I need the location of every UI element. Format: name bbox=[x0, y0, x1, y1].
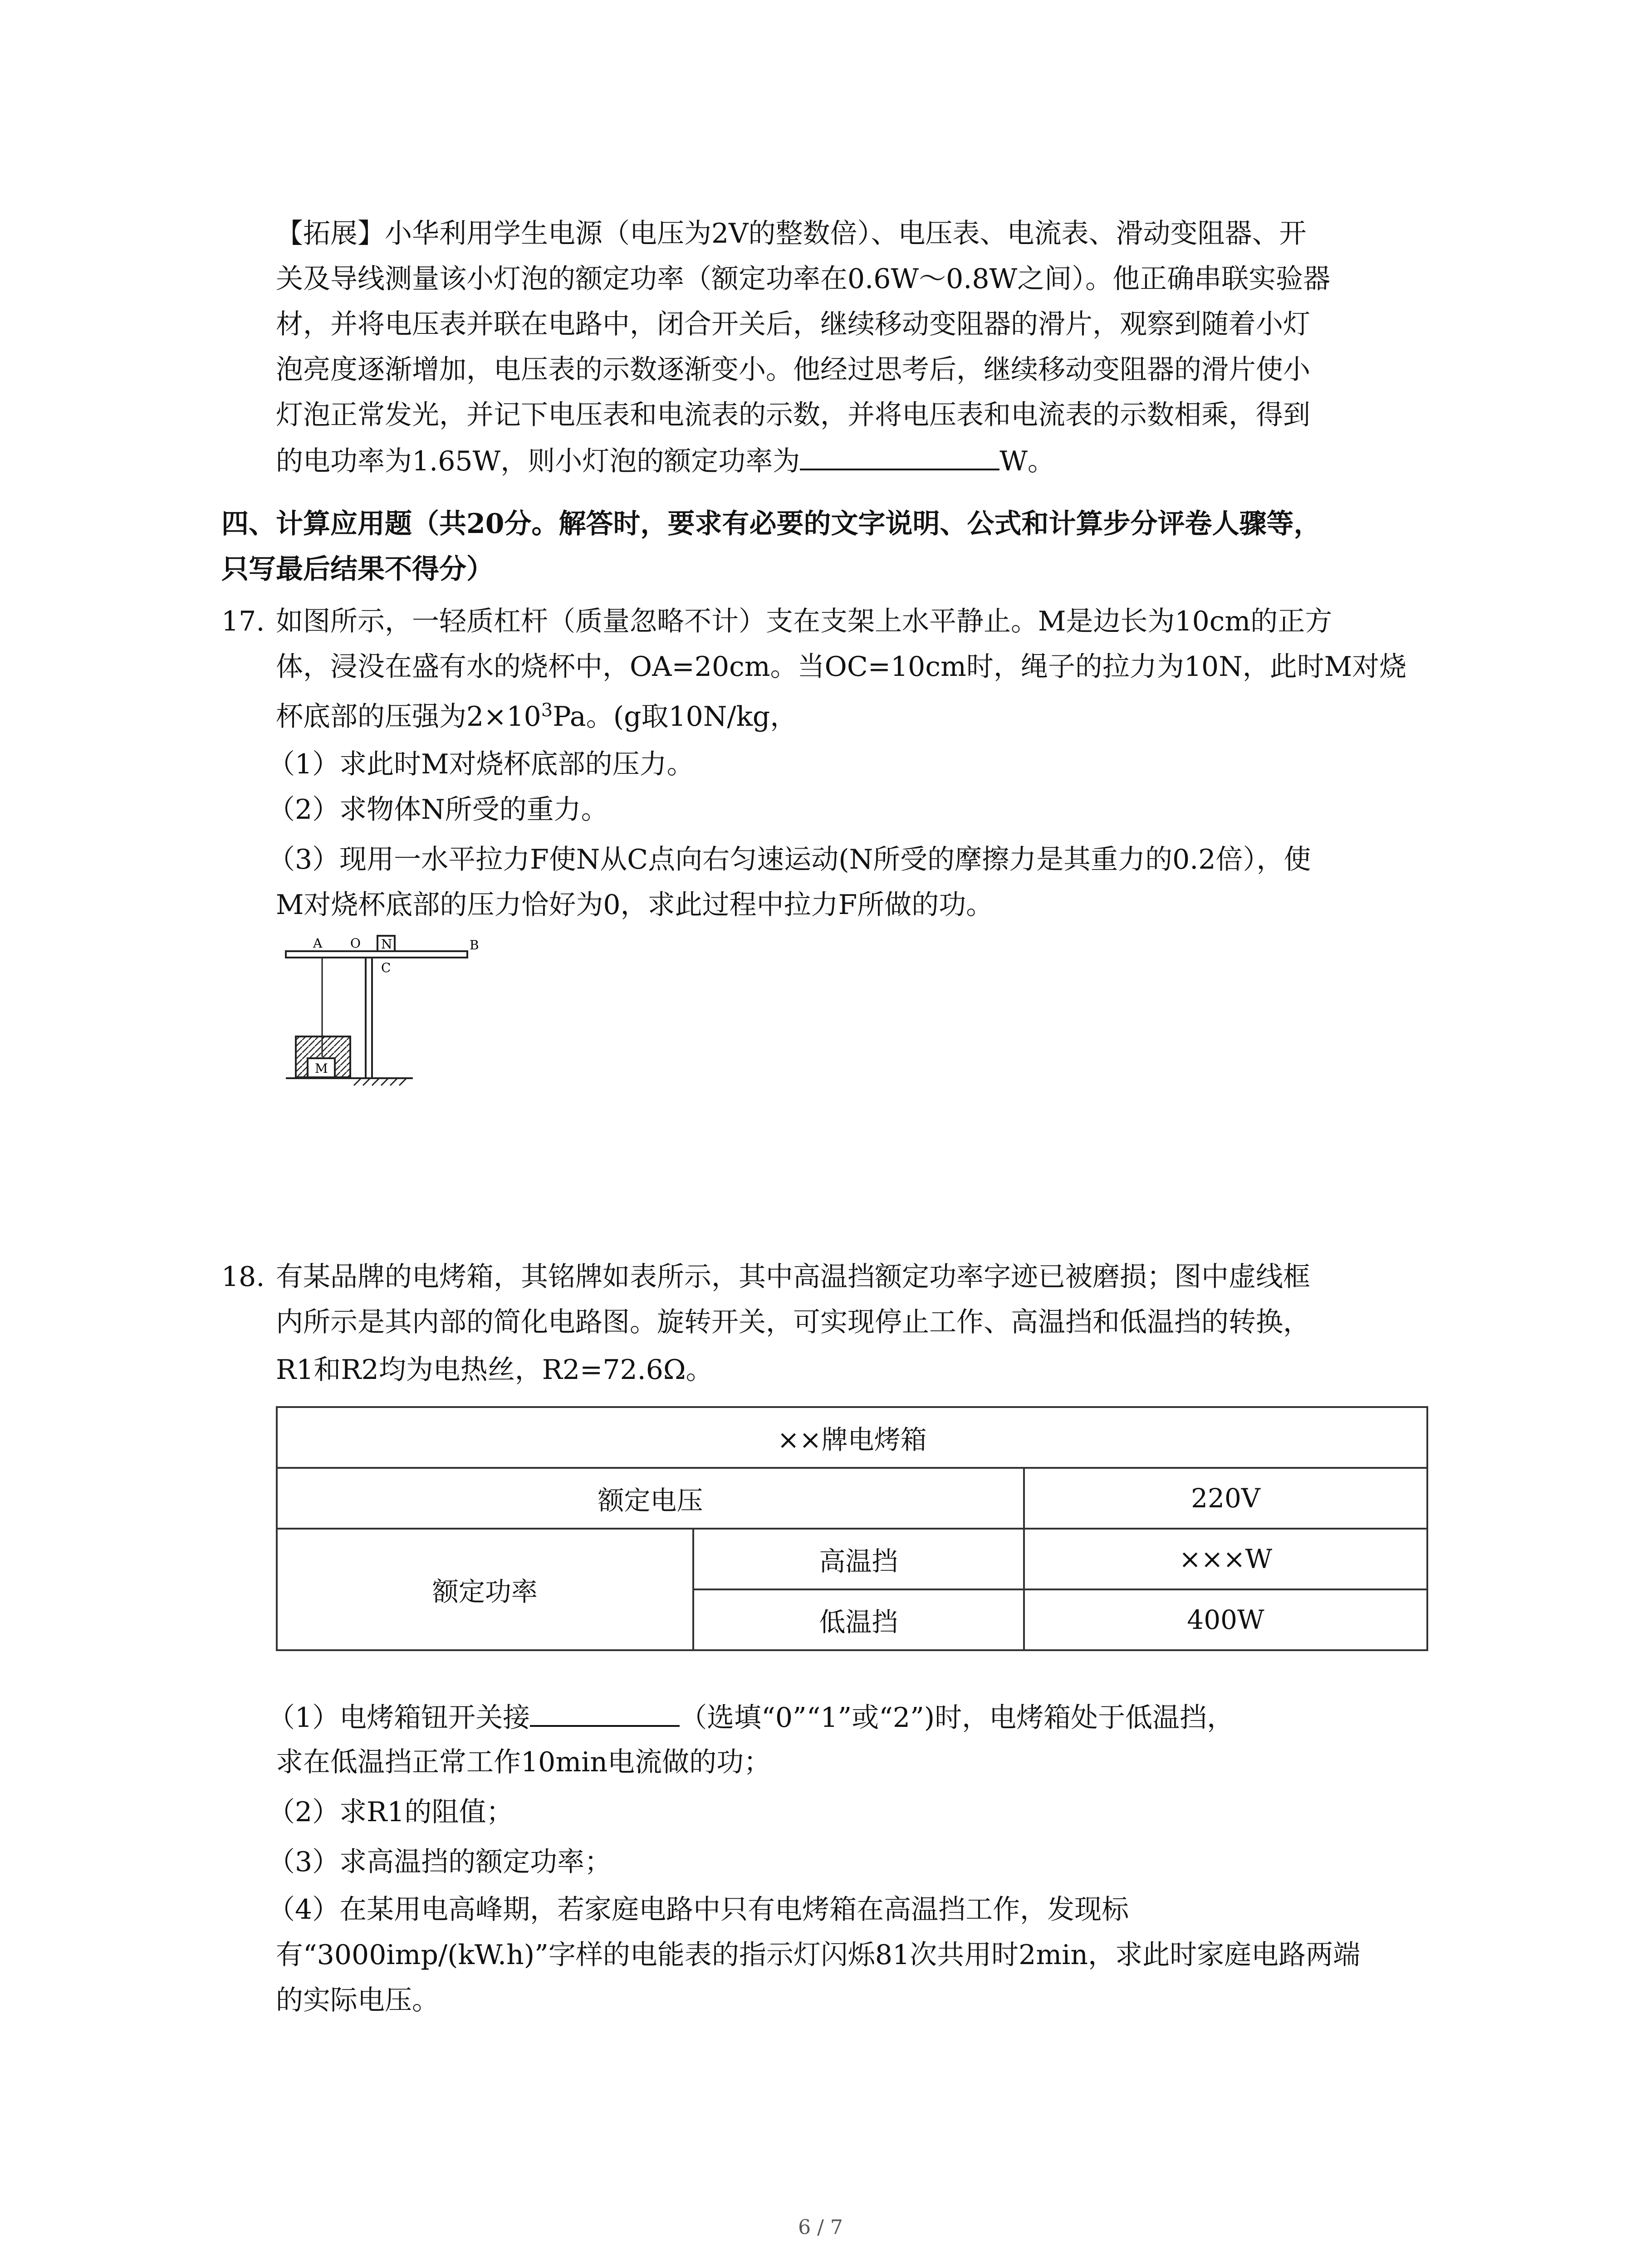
label-a: A bbox=[313, 936, 323, 951]
q18-part-1-a: （1）电烤箱钮开关接 bbox=[268, 1702, 530, 1734]
q18-part-2: （2）求R1的阻值； bbox=[268, 1796, 514, 1828]
q17-line-1: 如图所示，一轻质杠杆（质量忽略不计）支在支架上水平静止。M是边长为10cm的正方 bbox=[276, 606, 1332, 637]
q18-part-1-line-2: 求在低温挡正常工作10min电流做的功； bbox=[276, 1746, 771, 1778]
high-mode-label: 高温挡 bbox=[693, 1529, 1024, 1589]
label-n: N bbox=[381, 937, 392, 952]
q17-line-2: 体，浸没在盛有水的烧杯中，OA=20cm。当OC=10cm时，绳子的拉力为10N，此时M对烧 bbox=[276, 651, 1407, 683]
q17-exponent: 3 bbox=[541, 700, 553, 721]
q17-line-3-a: 杯底部的压强为2×10 bbox=[276, 701, 541, 733]
spec-title: ××牌电烤箱 bbox=[277, 1407, 1427, 1468]
q17-part-3-a: （3）现用一水平拉力F使N从C点向右匀速运动(N所受的摩擦力是其重力的0.2倍），使 bbox=[268, 844, 1311, 875]
page-number: 6 / 7 bbox=[798, 2216, 843, 2239]
q18-part-4-line-2: 有“3000imp/(kW.h)”字样的电能表的指示灯闪烁81次共用时2min，求此时家庭电路两端 bbox=[276, 1939, 1361, 1971]
lever-bar bbox=[286, 951, 467, 958]
ext-line-2: 关及导线测量该小灯泡的额定功率（额定功率在0.6W～0.8W之间）。他正确串联实验器 bbox=[276, 263, 1331, 295]
label-c: C bbox=[381, 960, 391, 975]
ext-line-3: 材，并将电压表并联在电路中，闭合开关后，继续移动变阻器的滑片，观察到随着小灯 bbox=[276, 308, 1310, 340]
low-mode-value: 400W bbox=[1024, 1589, 1427, 1650]
ext-line-6-text: 的电功率为1.65W，则小灯泡的额定功率为 bbox=[276, 445, 800, 477]
q18-line-1: 有某品牌的电烤箱，其铭牌如表所示，其中高温挡额定功率字迹已被磨损；图中虚线框 bbox=[276, 1261, 1310, 1293]
rated-voltage-value: 220V bbox=[1024, 1468, 1427, 1529]
q17-part-3-b: M对烧杯底部的压力恰好为0，求此过程中拉力F所做的功。 bbox=[276, 889, 994, 921]
q17-line-3 bbox=[276, 699, 797, 735]
low-mode-label: 低温挡 bbox=[693, 1589, 1024, 1650]
rated-voltage-label: 额定电压 bbox=[277, 1468, 1024, 1529]
q17-part-2: （2）求物体N所受的重力。 bbox=[268, 794, 608, 826]
spec-table bbox=[276, 1406, 1428, 1651]
ext-line-1: 【拓展】小华利用学生电源（电压为2V的整数倍）、电压表、电流表、滑动变阻器、开 bbox=[276, 218, 1307, 249]
q18-part-4-line-3: 的实际电压。 bbox=[276, 1984, 439, 2016]
q17-part-1: （1）求此时M对烧杯底部的压力。 bbox=[268, 748, 694, 780]
section-heading-line-2: 只写最后结果不得分） bbox=[221, 553, 494, 585]
q18-part-1-line-1 bbox=[268, 1699, 1234, 1736]
answer-blank-switch[interactable] bbox=[530, 1699, 680, 1727]
high-mode-value: ×××W bbox=[1024, 1529, 1427, 1589]
section-heading-line-1: 四、计算应用题（共20分。解答时，要求有必要的文字说明、公式和计算步分评卷人骤等， bbox=[221, 508, 1321, 540]
q18-part-3: （3）求高温挡的额定功率； bbox=[268, 1846, 612, 1878]
q17-line-3-b: Pa。(g取10N/kg， bbox=[553, 701, 798, 733]
q18-part-1-b: （选填“0”“1”或“2”)时，电烤箱处于低温挡， bbox=[680, 1702, 1234, 1734]
q18-part-4-line-1: （4）在某用电高峰期，若家庭电路中只有电烤箱在高温挡工作，发现标 bbox=[268, 1894, 1129, 1926]
label-m: M bbox=[315, 1061, 328, 1076]
ground-hatch bbox=[354, 1078, 407, 1085]
ext-line-6 bbox=[276, 442, 1055, 479]
label-o: O bbox=[350, 936, 361, 951]
q17-number: 17. bbox=[221, 606, 265, 637]
ext-line-6-unit: W。 bbox=[999, 445, 1055, 477]
lever-diagram bbox=[277, 932, 485, 1095]
label-b: B bbox=[470, 938, 479, 953]
answer-blank-power[interactable] bbox=[800, 442, 999, 470]
ext-line-5: 灯泡正常发光，并记下电压表和电流表的示数，并将电压表和电流表的示数相乘，得到 bbox=[276, 399, 1310, 431]
rated-power-label: 额定功率 bbox=[277, 1529, 693, 1650]
q18-number: 18. bbox=[221, 1261, 265, 1293]
q18-line-3: R1和R2均为电热丝，R2=72.6Ω。 bbox=[276, 1354, 713, 1386]
q18-line-2: 内所示是其内部的简化电路图。旋转开关，可实现停止工作、高温挡和低温挡的转换， bbox=[276, 1306, 1310, 1338]
ext-line-4: 泡亮度逐渐增加，电压表的示数逐渐变小。他经过思考后，继续移动变阻器的滑片使小 bbox=[276, 354, 1310, 386]
